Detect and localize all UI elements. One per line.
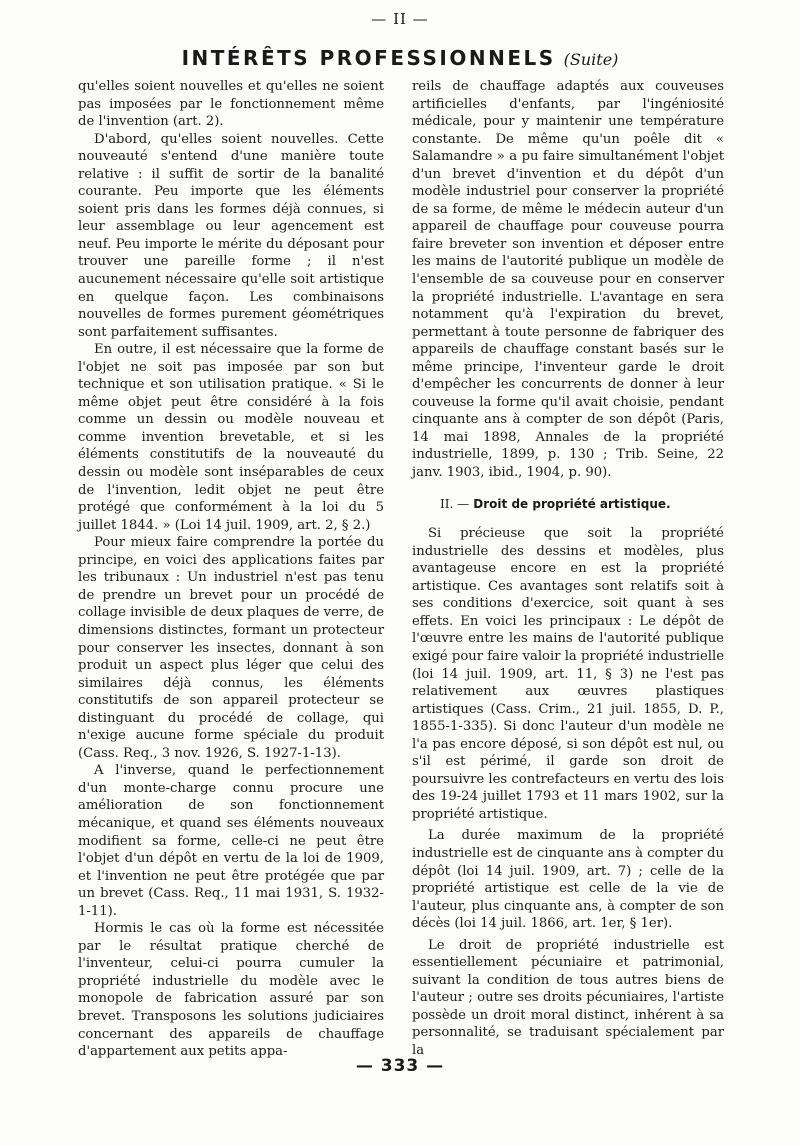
left-column [78,78,384,1061]
paragraph: En outre, il est nécessaire que la forme de l'objet ne soit pas imposée par son but technique et son utilisation pratique. « Si le même objet peut être considéré à la fois comme un dessin ou modèle nouveau et comme invention brevetable, et si les éléments constitutifs de la nouveauté du dessin ou modèle sont inséparables de ceux de l'invention, ledit objet ne peut être protégé que conformément à la loi du 5 juillet 1844. » (Loi 14 juil. 1909, art. 2, § 2.) [78,342,384,533]
paragraph: Si précieuse que soit la propriété industrielle des dessins et modèles, plus avantageuse encore en est la propriété artistique. Ces avantages sont relatifs soit à ses conditions d'exercice, soit quant à ses effets. En voici les principaux : Le dépôt de l'œuvre entre les mains de l'autorité publique exigé pour faire valoir la propriété industrielle (loi 14 juil. 1909, art. 11, § 3) ne l'est pas relativement aux œuvres plastiques artistiques (Cass. Crim., 21 juil. 1855, D. P., 1855-1-335). Si donc l'auteur d'un modèle ne l'a pas encore déposé, si son dépôt est nul, ou s'il est périmé, il garde son droit de poursuivre les contrefacteurs en vertu des lois des 19-24 juillet 1793 et 11 mars 1902, sur la propriété artistique. [412,526,725,822]
paragraph: D'abord, qu'elles soient nouvelles. Cette nouveauté s'entend d'une manière toute relative : il suffit de sortir de la banalité courante. Peu importe que les éléments soient pris dans les formes déjà connues, si leur assemblage ou leur agencement est neuf. Peu importe le mérite du déposant pour trouver une pareille forme ; il n'est aucunement nécessaire qu'elle soit artistique en quelque façon. Les combinaisons nouvelles de formes purement géométriques sont parfaitement suffisantes. [78,131,384,340]
header-suite: (Suite) [563,50,619,69]
page-header [0,46,800,70]
section-number: II. — [440,496,470,511]
paragraph: Pour mieux faire comprendre la portée du principe, en voici des applications faites par les tribunaux : Un industriel n'est pas tenu de prendre un brevet pour un procédé de collage invisible de deux plaques de verre, de dimensions distinctes, formant un protecteur pour conserver les insectes, donnant à son produit un aspect plus léger que celui des similaires déjà connus, les éléments constitutifs de son appareil protecteur se distinguant du procédé de collage, qui n'exige aucune forme spéciale du produit (Cass. Req., 3 nov. 1926, S. 1927-1-13). [78,535,384,761]
paragraph: qu'elles soient nouvelles et qu'elles ne soient pas imposées par le fonctionnement même de l'invention (art. 2). [78,79,384,130]
section-heading [412,496,724,514]
paragraph: A l'inverse, quand le perfectionnement d'un monte-charge connu procure une amélioration de son fonctionnement mécanique, et quand ses éléments nouveaux modifient sa forme, celle-ci ne peut être l'objet d'un dépôt en vertu de la loi de 1909, et l'invention ne peut être protégée que par un brevet (Cass. Req., 11 mai 1931, S. 1932-1-11). [78,763,384,919]
section-title: Droit de propriété artistique. [473,496,671,511]
paragraph: Le droit de propriété industrielle est essentiellement pécuniaire et patrimonial, suivant la condition de tous autres biens de l'auteur ; outre ses droits pécuniaires, l'artiste possède un droit moral distinct, inhérent à sa personnalité, se traduisant spécialement par la [412,937,724,1058]
top-page-number: — II — [371,10,429,28]
bottom-page-number: — 333 — [355,1056,445,1076]
header-title: INTÉRÊTS PROFESSIONNELS [181,46,556,70]
paragraph: reils de chauffage adaptés aux couveuses artificielles d'enfants, par l'ingéniosité médicale, pour y maintenir une température constante. De même qu'un poêle dit « Salamandre » a pu faire simultanément l'objet d'un brevet d'invention et du dépôt d'un modèle industriel pour conserver la propriété de sa forme, de même le médecin auteur d'un appareil de chauffage pour couveuse pourra faire breveter son invention et déposer entre les mains de l'autorité publique un modèle de l'ensemble de sa couveuse pour en conserver la propriété industrielle. L'avantage en sera notamment qu'à l'expiration du brevet, permettant à toute personne de fabriquer des appareils de chauffage constant basés sur le même principe, l'inventeur garde le droit d'empêcher les concurrents de donner à leur couveuse la forme qu'il avait choisie, pendant cinquante ans à compter de son dépôt (Paris, 14 mai 1898, Annales de la propriété industrielle, 1899, p. 130 ; Trib. Seine, 22 janv. 1903, ibid., 1904, p. 90). [412,79,724,481]
paragraph: La durée maximum de la propriété industrielle est de cinquante ans à compter du dépôt (loi 14 juil. 1909, art. 7) ; celle de la propriété artistique est celle de la vie de l'auteur, plus cinquante ans, à compter de son décès (loi 14 juil. 1866, art. 1er, § 1er). [412,828,724,932]
right-column [412,78,724,1060]
paragraph: Hormis le cas où la forme est nécessitée par le résultat pratique cherché de l'inventeur, celui-ci pourra cumuler la propriété industrielle du modèle avec le monopole de fabrication assuré par son brevet. Transposons les solutions judiciaires concernant des appareils de chauffage d'appartement aux petits appa- [78,921,384,1060]
